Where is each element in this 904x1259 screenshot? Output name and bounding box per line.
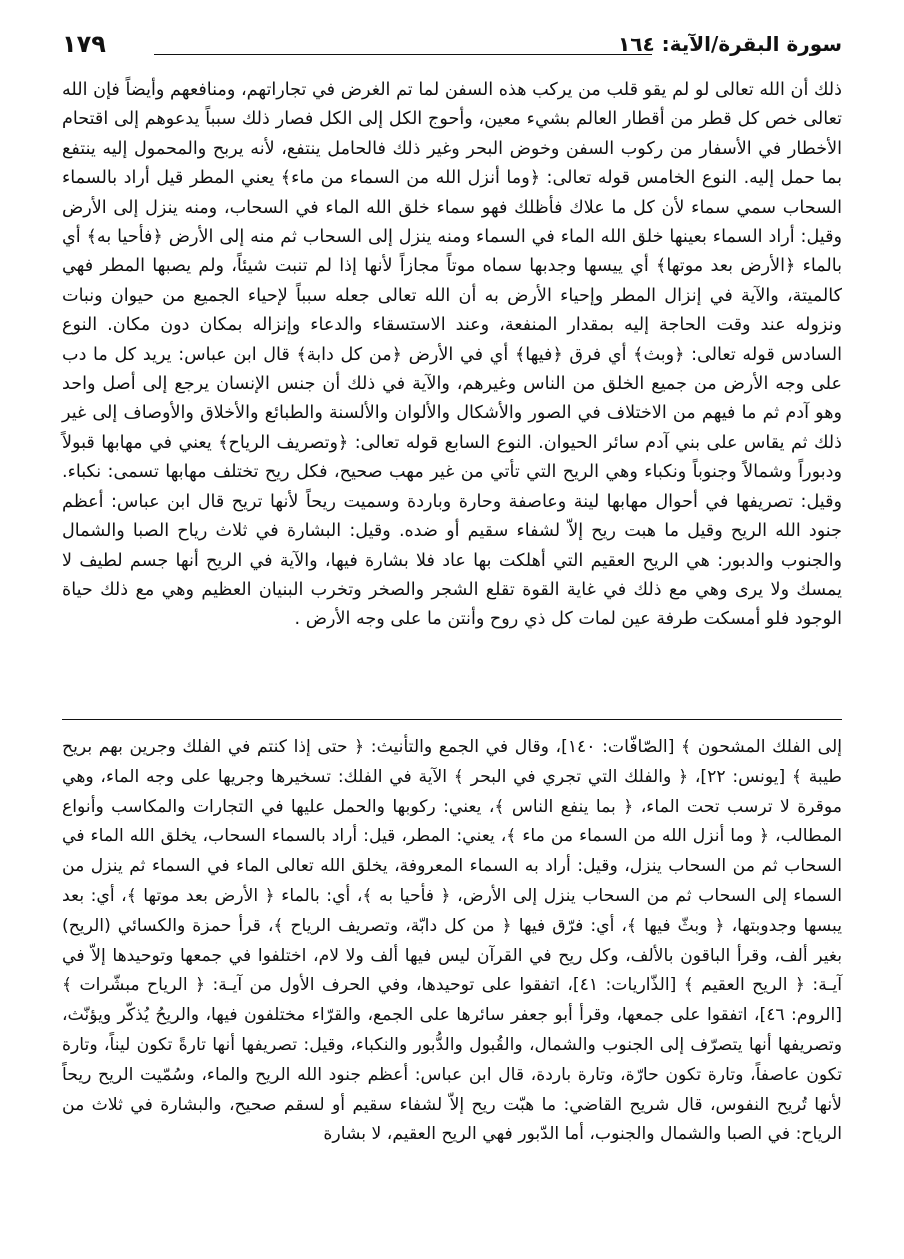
main-text xyxy=(62,76,842,635)
footnote-text xyxy=(62,733,842,1150)
footnote-separator xyxy=(62,719,842,720)
page-number: ١٧٩ xyxy=(62,30,106,58)
footnote-paragraph: إلى الفلك المشحون ﴾ [الصّافّات: ١٤٠]، وقال في الجمع والتأنيث: ﴿ حتى إذا كنتم في الفلك وجرين بهم بريح طيبة ﴾ [يونس: ٢٢]، ﴿ والفلك التي تجري في البحر ﴾ الآية في الفلك: تسخيرها وجريها على وجه الماء، وهي موقرة لا ترسب تحت الماء، ﴿ بما ينفع الناس ﴾، يعني: ركوبها والحمل عليها في التجارات والمكاسب وأنواع المطالب، ﴿ وما أنزل الله من السماء من ماء ﴾، يعني: المطر، قيل: أراد بالسماء السحاب، يخلق الله الماء في السحاب ثم من السحاب ينزل، وقيل: أراد به السماء المعروفة، يخلق الله تعالى الماء في السماء ثم ينزل من السماء إلى السحاب ثم من السحاب ينزل إلى الأرض، ﴿ فأحيا به ﴾، أي: بالماء ﴿ الأرض بعد موتها ﴾، أي: بعد يبسها وجدوبتها، ﴿ وبثّ فيها ﴾، أي: فرّق فيها ﴿ من كل دابّة، وتصريف الرياح ﴾، قرأ حمزة والكسائي (الريح) بغير ألف، وقرأ الباقون بالألف، وكل ريح في القرآن ليس فيها ألف ولا لام، اختلفوا في جمعها وتوحيدها إلاّ في آيـة: ﴿ الريح العقيم ﴾ [الذّاريات: ٤١]، اتفقوا على توحيدها، وفي الحرف الأول من آيـة: ﴿ الرياح مبشّرات ﴾ [الروم: ٤٦]، اتفقوا على جمعها، وقرأ أبو جعفر سائرها على الجمع، والقرّاء مختلفون فيها، والريحُ يُذكّر ويؤنّث، وتصريفها أنها يتصرّف إلى الجنوب والشمال، والقُبول والدُّبور والنكباء، وقيل: تصريفها أنها تارةً تكون ليناً، وتارة تكون عاصفاً، وتارة تكون حارّة، وتارة باردة، قال ابن عباس: أعظم جنود الله الريح والماء، وسُمّيت الريح ريحاً لأنها تُريح النفوس، قال شريح القاضي: ما هبّت ريح إلاّ لشفاء سقيم أو لسقم صحيح، والبشارة في ثلاث من الرياح: في الصبا والشمال والجنوب، أما الدّبور فهي الريح العقيم، لا بشارة xyxy=(62,737,843,1145)
header-rule xyxy=(154,54,652,55)
main-paragraph: ذلك أن الله تعالى لو لم يقو قلب من يركب هذه السفن لما تم الغرض في تجاراتهم، ومنافعهم وأيضاً فإن الله تعالى خص كل قطر من أقطار العالم بشيء معين، وأحوج الكل إلى الكل فصار ذلك سبباً يدعوهم إلى اقتحام الأخطار في الأسفار من ركوب السفن وخوض البحر وغير ذلك فالحامل ينتفع، لأنه يربح والمحمول إليه ينتفع بما حمل إليه. النوع الخامس قوله تعالى: ﴿وما أنزل الله من السماء من ماء﴾ يعني المطر قيل أراد بالسماء السحاب سمي سماء لأن كل ما علاك فأظلك فهو سماء خلق الله الماء في السحاب، ومنه ينزل إلى الأرض وقيل: أراد السماء بعينها خلق الله الماء في السماء ومنه ينزل إلى السحاب ثم منه إلى الأرض ﴿فأحيا به﴾ أي بالماء ﴿الأرض بعد موتها﴾ أي ييسها وجدبها سماه موتاً مجازاً لأنها إذا لم تنبت شيئاً، ولم يصبها المطر فهي كالميتة، والآية في إنزال المطر وإحياء الأرض به أن الله تعالى جعله سبباً لإحياء الجميع من حيوان ونبات ونزوله عند وقت الحاجة إليه بمقدار المنفعة، وعند الاستسقاء والدعاء وإنزاله بمكان دون مكان. النوع السادس قوله تعالى: ﴿وبث﴾ أي فرق ﴿فيها﴾ أي في الأرض ﴿من كل دابة﴾ قال ابن عباس: يريد كل ما دب على وجه الأرض من جميع الخلق من الناس وغيرهم، والآية في ذلك أن جنس الإنسان يرجع إلى أصل واحد وهو آدم ثم ما فيهم من الاختلاف في الصور والأشكال والألوان والألسنة والطبائع والأخلاق والأوصاف إلى غير ذلك ثم يقاس على بني آدم سائر الحيوان. النوع السابع قوله تعالى: ﴿وتصريف الرياح﴾ يعني في مهابها قبولاً ودبوراً وشمالاً وجنوباً ونكباء وهي الريح التي تأتي من غير مهب صحيح، فكل ريح تختلف مهابها تسمى: نكباء. وقيل: تصريفها في أحوال مهابها لينة وعاصفة وحارة وباردة وسميت ريحاً لأنها تريح قال ابن عباس: أعظم جنود الله الريح وقيل ما هبت ريح إلاّ لشفاء سقيم أو ضده. وقيل: البشارة في ثلاث رياح الصبا والشمال والجنوب والدبور: هي الريح العقيم التي أهلكت بها عاد فلا بشارة فيها، والآية في الريح أنها جسم لطيف لا يمسك ولا يرى وهي مع ذلك في غاية القوة تقلع الشجر والصخر وتخرب البنيان العظيم وهي مع ذلك حياة الوجود فلو أمسكت طرفة عين لمات كل ذي روح وأنتن ما على وجه الأرض . xyxy=(62,80,842,630)
running-head: سورة البقرة/الآية: ١٦٤ xyxy=(618,32,842,56)
page-header xyxy=(62,30,842,70)
